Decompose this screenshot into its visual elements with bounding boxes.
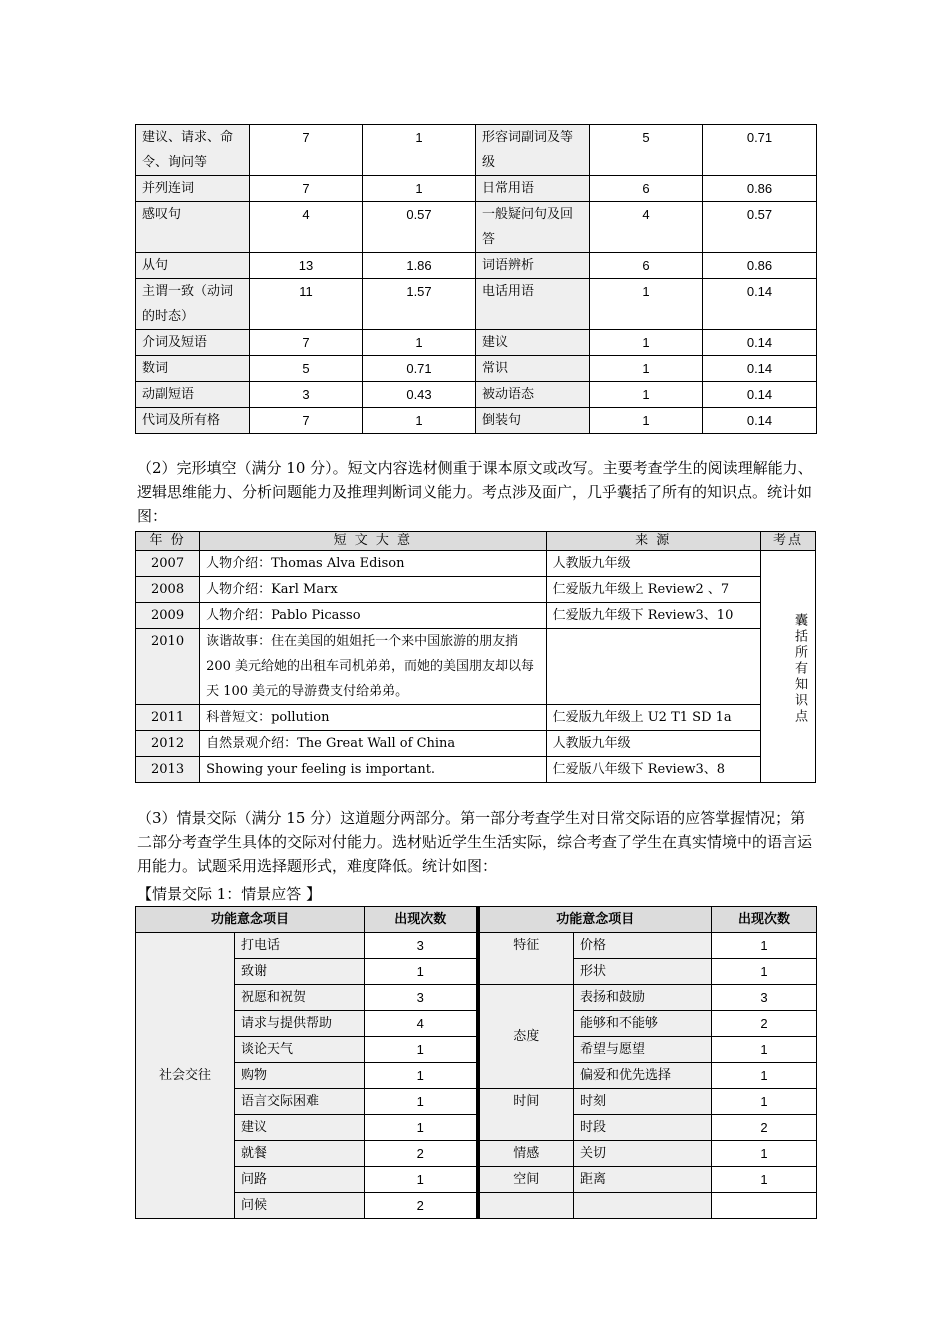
table-row — [136, 1089, 817, 1115]
table-row — [136, 408, 817, 434]
count-right: 6 — [590, 176, 703, 202]
table-row — [136, 1037, 817, 1063]
count-left: 1 — [365, 1115, 478, 1141]
item-left: 代词及所有格 — [136, 408, 250, 434]
summary-cell: 科普短文：pollution — [200, 705, 547, 731]
item-right: 日常用语 — [476, 176, 590, 202]
item-left: 建议、请求、命令、询问等 — [136, 125, 250, 176]
item-left: 问路 — [235, 1167, 365, 1193]
avg-left: 1 — [363, 125, 476, 176]
year-cell: 2010 — [136, 629, 200, 705]
count-right: 4 — [590, 202, 703, 253]
grammar-stats-table — [135, 124, 817, 434]
source-cell: 人教版九年级 — [546, 731, 760, 757]
item-right: 表扬和鼓励 — [574, 985, 712, 1011]
item-right: 偏爱和优先选择 — [574, 1063, 712, 1089]
avg-left: 1.86 — [363, 253, 476, 279]
item-right: 一般疑问句及回答 — [476, 202, 590, 253]
item-left: 致谢 — [235, 959, 365, 985]
item-right: 词语辨析 — [476, 253, 590, 279]
avg-right: 0.14 — [703, 382, 817, 408]
year-cell: 2009 — [136, 603, 200, 629]
count-right: 2 — [712, 1115, 817, 1141]
source-cell: 仁爱版八年级下 Review3、8 — [546, 757, 760, 783]
item-left: 就餐 — [235, 1141, 365, 1167]
count-left: 7 — [250, 176, 363, 202]
source-cell — [546, 629, 760, 705]
table-row — [136, 253, 817, 279]
item-right: 形状 — [574, 959, 712, 985]
table-row — [136, 577, 816, 603]
item-right: 希望与愿望 — [574, 1037, 712, 1063]
count-right: 1 — [590, 382, 703, 408]
header-item-left: 功能意念项目 — [136, 907, 365, 933]
item-right: 时刻 — [574, 1089, 712, 1115]
item-left: 并列连词 — [136, 176, 250, 202]
summary-cell: 人物介绍：Pablo Picasso — [200, 603, 547, 629]
count-right: 1 — [712, 1141, 817, 1167]
year-cell: 2013 — [136, 757, 200, 783]
empty-cell — [712, 1193, 817, 1219]
table-row — [136, 202, 817, 253]
item-right: 价格 — [574, 933, 712, 959]
table-row — [136, 125, 817, 176]
count-right: 1 — [712, 1167, 817, 1193]
item-left: 感叹句 — [136, 202, 250, 253]
group-right: 情感 — [478, 1141, 574, 1167]
count-left: 1 — [365, 1063, 478, 1089]
count-right: 5 — [590, 125, 703, 176]
group-right: 时间 — [478, 1089, 574, 1141]
item-right: 常识 — [476, 356, 590, 382]
item-left: 语言交际困难 — [235, 1089, 365, 1115]
source-cell: 仁爱版九年级上 U2 T1 SD 1a — [546, 705, 760, 731]
table-row — [136, 330, 817, 356]
item-left: 主谓一致（动词的时态） — [136, 279, 250, 330]
avg-right: 0.14 — [703, 356, 817, 382]
group-right: 空间 — [478, 1167, 574, 1193]
avg-left: 1.57 — [363, 279, 476, 330]
count-right: 1 — [590, 279, 703, 330]
item-left: 购物 — [235, 1063, 365, 1089]
avg-left: 0.71 — [363, 356, 476, 382]
situational-table — [135, 906, 817, 1219]
avg-left: 1 — [363, 408, 476, 434]
avg-left: 0.43 — [363, 382, 476, 408]
item-right: 关切 — [574, 1141, 712, 1167]
count-right: 1 — [712, 933, 817, 959]
count-left: 5 — [250, 356, 363, 382]
count-left: 1 — [365, 959, 478, 985]
count-left: 7 — [250, 330, 363, 356]
table-row — [136, 356, 817, 382]
table-row — [136, 176, 817, 202]
item-right: 能够和不能够 — [574, 1011, 712, 1037]
item-right: 形容词副词及等级 — [476, 125, 590, 176]
year-cell: 2007 — [136, 551, 200, 577]
count-left: 3 — [365, 933, 478, 959]
item-left: 介词及短语 — [136, 330, 250, 356]
table-row — [136, 1167, 817, 1193]
avg-right: 0.14 — [703, 408, 817, 434]
item-left: 动副短语 — [136, 382, 250, 408]
count-right: 1 — [590, 408, 703, 434]
summary-cell: 自然景观介绍：The Great Wall of China — [200, 731, 547, 757]
year-cell: 2012 — [136, 731, 200, 757]
year-cell: 2008 — [136, 577, 200, 603]
avg-right: 0.57 — [703, 202, 817, 253]
count-right: 1 — [712, 1037, 817, 1063]
count-left: 7 — [250, 125, 363, 176]
count-left: 7 — [250, 408, 363, 434]
count-left: 2 — [365, 1193, 478, 1219]
avg-right: 0.14 — [703, 330, 817, 356]
item-right: 距离 — [574, 1167, 712, 1193]
count-right: 3 — [712, 985, 817, 1011]
group-right: 特征 — [478, 933, 574, 985]
summary-cell: 诙谐故事：住在美国的姐姐托一个来中国旅游的朋友捎 200 美元给她的出租车司机弟弟，而她的美国朋友却以每天 100 美元的导游费支付给弟弟。 — [200, 629, 547, 705]
source-cell: 仁爱版九年级下 Review3、10 — [546, 603, 760, 629]
item-left: 谈论天气 — [235, 1037, 365, 1063]
table-row — [136, 629, 816, 705]
avg-right: 0.14 — [703, 279, 817, 330]
table-row — [136, 1011, 817, 1037]
item-left: 数词 — [136, 356, 250, 382]
table-row — [136, 1115, 817, 1141]
summary-cell: 人物介绍：Thomas Alva Edison — [200, 551, 547, 577]
situational-paragraph: （3）情景交际（满分 15 分）这道题分两部分。第一部分考查学生对日常交际语的应答掌握情况；第二部分考查学生具体的交际对付能力。选材贴近学生生活实际，综合考查了学生在真实情境中的语言运用能力。试题采用选择题形式，难度降低。统计如图： — [137, 809, 813, 875]
cloze-table — [135, 531, 816, 783]
header-summary: 短 文 大 意 — [200, 532, 547, 551]
table-row — [136, 933, 817, 959]
table-row — [136, 731, 816, 757]
item-right: 倒装句 — [476, 408, 590, 434]
summary-cell: Showing your feeling is important. — [200, 757, 547, 783]
count-left: 11 — [250, 279, 363, 330]
item-left: 打电话 — [235, 933, 365, 959]
header-source: 来 源 — [546, 532, 760, 551]
table-row — [136, 551, 816, 577]
summary-cell: 人物介绍：Karl Marx — [200, 577, 547, 603]
avg-left: 0.57 — [363, 202, 476, 253]
table-row — [136, 959, 817, 985]
table-row — [136, 705, 816, 731]
empty-cell — [478, 1193, 574, 1219]
avg-left: 1 — [363, 330, 476, 356]
count-left: 1 — [365, 1089, 478, 1115]
item-left: 祝愿和祝贺 — [235, 985, 365, 1011]
count-left: 1 — [365, 1037, 478, 1063]
item-left: 问候 — [235, 1193, 365, 1219]
header-count-left: 出现次数 — [365, 907, 478, 933]
table-row — [136, 1193, 817, 1219]
table-row — [136, 1141, 817, 1167]
count-left: 3 — [250, 382, 363, 408]
table-row — [136, 603, 816, 629]
count-right: 2 — [712, 1011, 817, 1037]
count-right: 1 — [712, 959, 817, 985]
kaodian-cell: 囊括所有知识点 — [760, 551, 815, 783]
avg-right: 0.86 — [703, 253, 817, 279]
group-social: 社会交往 — [136, 933, 235, 1219]
table-row — [136, 1063, 817, 1089]
avg-left: 1 — [363, 176, 476, 202]
count-left: 13 — [250, 253, 363, 279]
item-right: 建议 — [476, 330, 590, 356]
count-left: 4 — [365, 1011, 478, 1037]
count-right: 6 — [590, 253, 703, 279]
count-left: 1 — [365, 1167, 478, 1193]
count-right: 1 — [712, 1089, 817, 1115]
avg-right: 0.71 — [703, 125, 817, 176]
group-right: 态度 — [478, 985, 574, 1089]
table-row — [136, 382, 817, 408]
count-left: 2 — [365, 1141, 478, 1167]
source-cell: 人教版九年级 — [546, 551, 760, 577]
table-row — [136, 757, 816, 783]
item-right: 电话用语 — [476, 279, 590, 330]
count-right: 1 — [712, 1063, 817, 1089]
cloze-paragraph: （2）完形填空（满分 10 分）。短文内容选材侧重于课本原文或改写。主要考查学生的阅读理解能力、逻辑思维能力、分析问题能力及推理判断词义能力。考点涉及面广，几乎囊括了所有的知识点。统计如图： — [137, 459, 813, 525]
table-row — [136, 985, 817, 1011]
year-cell: 2011 — [136, 705, 200, 731]
source-cell: 仁爱版九年级上 Review2 、7 — [546, 577, 760, 603]
item-right: 时段 — [574, 1115, 712, 1141]
item-left: 从句 — [136, 253, 250, 279]
item-left: 请求与提供帮助 — [235, 1011, 365, 1037]
header-item-right: 功能意念项目 — [478, 907, 712, 933]
empty-cell — [574, 1193, 712, 1219]
count-right: 1 — [590, 330, 703, 356]
header-count-right: 出现次数 — [712, 907, 817, 933]
section-title: 【情景交际 1：情景应答 】 — [137, 885, 322, 903]
count-left: 4 — [250, 202, 363, 253]
count-right: 1 — [590, 356, 703, 382]
item-left: 建议 — [235, 1115, 365, 1141]
header-kaodian: 考点 — [760, 532, 815, 551]
header-year: 年 份 — [136, 532, 200, 551]
count-left: 3 — [365, 985, 478, 1011]
avg-right: 0.86 — [703, 176, 817, 202]
item-right: 被动语态 — [476, 382, 590, 408]
table-row — [136, 279, 817, 330]
